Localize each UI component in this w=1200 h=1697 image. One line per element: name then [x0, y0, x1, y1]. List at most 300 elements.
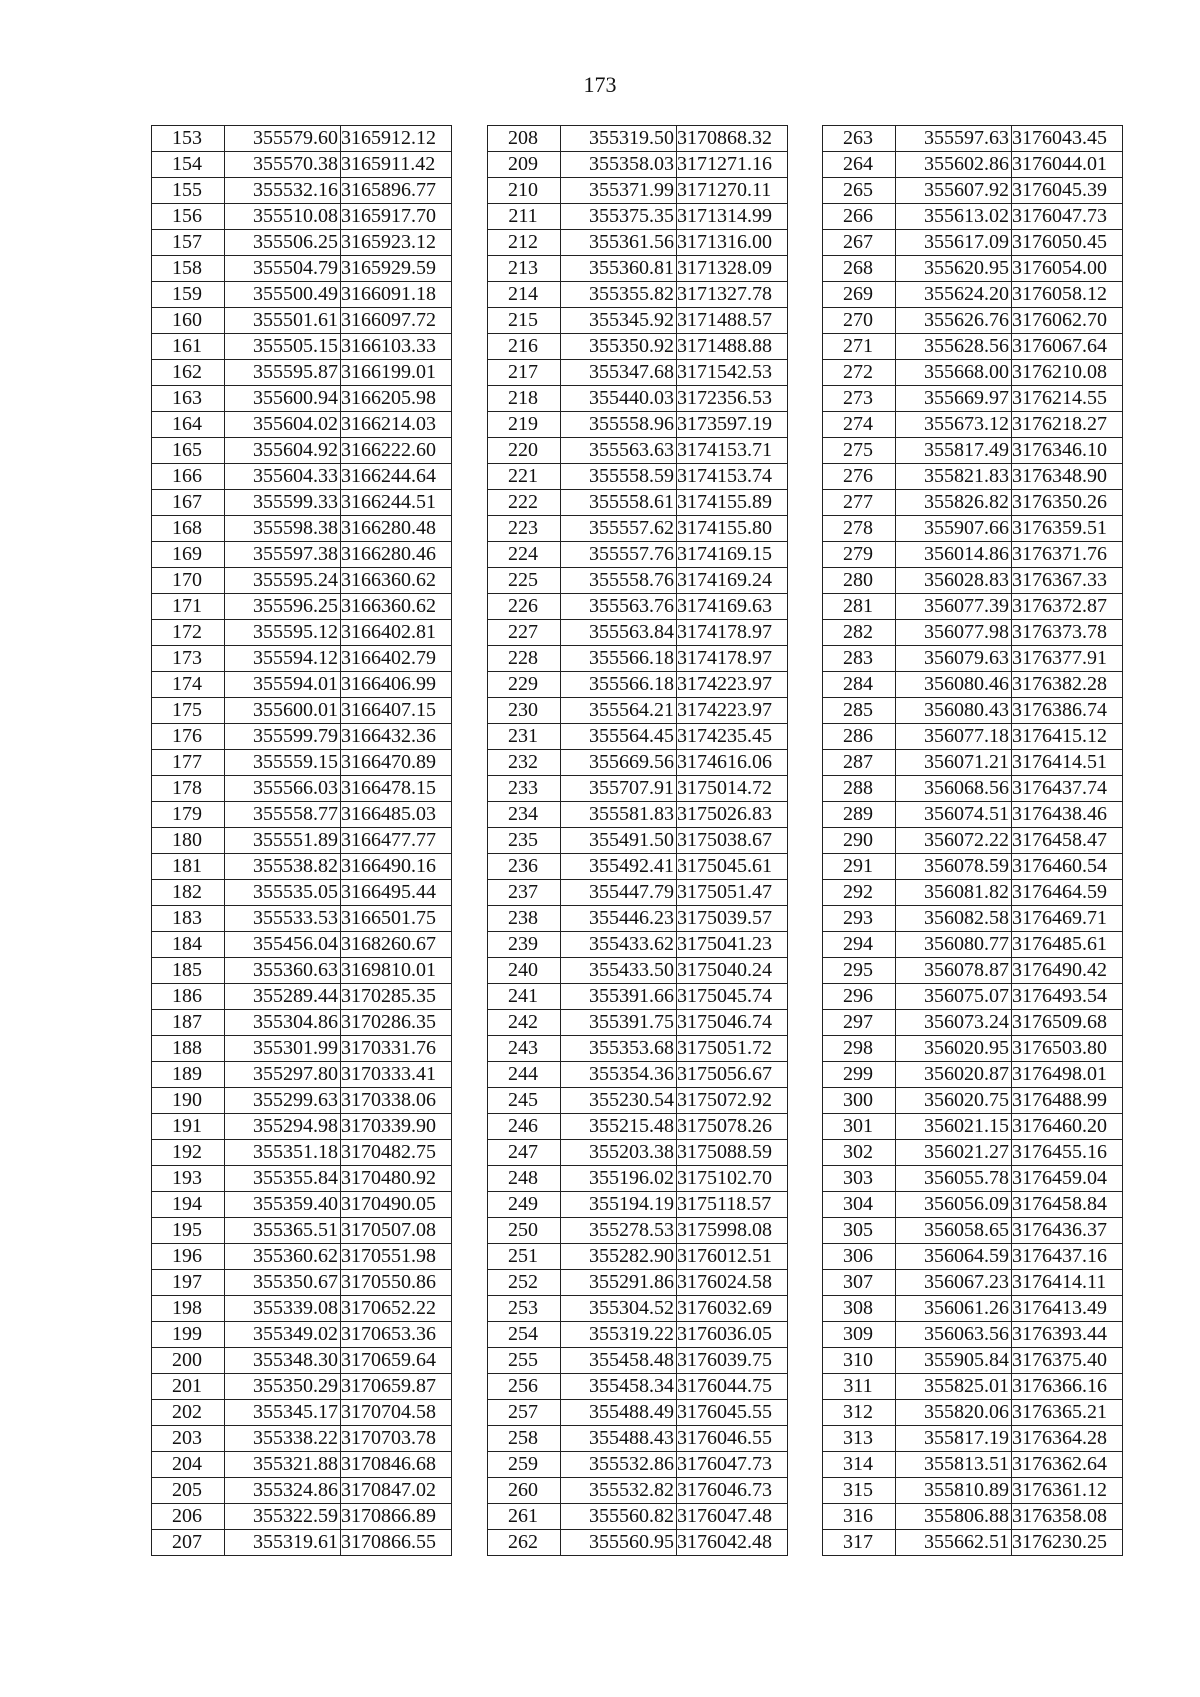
table-row [488, 646, 788, 672]
x-coordinate-cell: 355354.36 [561, 1062, 677, 1088]
y-coordinate-cell: 3175026.83 [677, 802, 788, 828]
y-coordinate-cell: 3170286.35 [341, 1010, 452, 1036]
y-coordinate-cell: 3176498.01 [1012, 1062, 1123, 1088]
y-coordinate-cell: 3174169.24 [677, 568, 788, 594]
point-number-cell: 296 [823, 984, 896, 1010]
x-coordinate-cell: 355673.12 [896, 412, 1012, 438]
x-coordinate-cell: 355669.97 [896, 386, 1012, 412]
table-row [152, 282, 452, 308]
table-row [152, 256, 452, 282]
x-coordinate-cell: 355558.76 [561, 568, 677, 594]
x-coordinate-cell: 355456.04 [225, 932, 341, 958]
y-coordinate-cell: 3166091.18 [341, 282, 452, 308]
y-coordinate-cell: 3176046.55 [677, 1426, 788, 1452]
x-coordinate-cell: 355510.08 [225, 204, 341, 230]
y-coordinate-cell: 3171327.78 [677, 282, 788, 308]
x-coordinate-cell: 356055.78 [896, 1166, 1012, 1192]
x-coordinate-cell: 355304.86 [225, 1010, 341, 1036]
x-coordinate-cell: 355626.76 [896, 308, 1012, 334]
x-coordinate-cell: 355806.88 [896, 1504, 1012, 1530]
table-row [823, 646, 1123, 672]
point-number-cell: 221 [488, 464, 561, 490]
x-coordinate-cell: 356071.21 [896, 750, 1012, 776]
table-row [823, 1478, 1123, 1504]
y-coordinate-cell: 3176490.42 [1012, 958, 1123, 984]
y-coordinate-cell: 3175102.70 [677, 1166, 788, 1192]
point-number-cell: 278 [823, 516, 896, 542]
y-coordinate-cell: 3176488.99 [1012, 1088, 1123, 1114]
point-number-cell: 309 [823, 1322, 896, 1348]
table-row [823, 178, 1123, 204]
table-row [152, 360, 452, 386]
y-coordinate-cell: 3174155.89 [677, 490, 788, 516]
table-row [152, 308, 452, 334]
x-coordinate-cell: 355433.62 [561, 932, 677, 958]
y-coordinate-cell: 3176043.45 [1012, 126, 1123, 152]
x-coordinate-cell: 355564.45 [561, 724, 677, 750]
point-number-cell: 153 [152, 126, 225, 152]
table-row [823, 594, 1123, 620]
point-number-cell: 270 [823, 308, 896, 334]
point-number-cell: 240 [488, 958, 561, 984]
y-coordinate-cell: 3170847.02 [341, 1478, 452, 1504]
point-number-cell: 154 [152, 152, 225, 178]
point-number-cell: 216 [488, 334, 561, 360]
point-number-cell: 163 [152, 386, 225, 412]
point-number-cell: 281 [823, 594, 896, 620]
table-row [823, 412, 1123, 438]
y-coordinate-cell: 3174235.45 [677, 724, 788, 750]
table-row [823, 438, 1123, 464]
x-coordinate-cell: 355433.50 [561, 958, 677, 984]
x-coordinate-cell: 356064.59 [896, 1244, 1012, 1270]
x-coordinate-cell: 355820.06 [896, 1400, 1012, 1426]
y-coordinate-cell: 3166406.99 [341, 672, 452, 698]
y-coordinate-cell: 3165896.77 [341, 178, 452, 204]
x-coordinate-cell: 355505.15 [225, 334, 341, 360]
point-number-cell: 179 [152, 802, 225, 828]
point-number-cell: 265 [823, 178, 896, 204]
table-row [152, 1114, 452, 1140]
y-coordinate-cell: 3166432.36 [341, 724, 452, 750]
x-coordinate-cell: 355324.86 [225, 1478, 341, 1504]
x-coordinate-cell: 355506.25 [225, 230, 341, 256]
y-coordinate-cell: 3176047.73 [1012, 204, 1123, 230]
point-number-cell: 162 [152, 360, 225, 386]
x-coordinate-cell: 356058.65 [896, 1218, 1012, 1244]
x-coordinate-cell: 355355.82 [561, 282, 677, 308]
table-row [488, 568, 788, 594]
y-coordinate-cell: 3176067.64 [1012, 334, 1123, 360]
x-coordinate-cell: 355662.51 [896, 1530, 1012, 1556]
x-coordinate-cell: 355566.03 [225, 776, 341, 802]
x-coordinate-cell: 355194.19 [561, 1192, 677, 1218]
table-row [488, 802, 788, 828]
y-coordinate-cell: 3175088.59 [677, 1140, 788, 1166]
table-row [488, 620, 788, 646]
point-number-cell: 166 [152, 464, 225, 490]
x-coordinate-cell: 355358.03 [561, 152, 677, 178]
y-coordinate-cell: 3176386.74 [1012, 698, 1123, 724]
point-number-cell: 316 [823, 1504, 896, 1530]
point-number-cell: 291 [823, 854, 896, 880]
point-number-cell: 195 [152, 1218, 225, 1244]
point-number-cell: 206 [152, 1504, 225, 1530]
table-row [152, 802, 452, 828]
table-row [152, 1400, 452, 1426]
y-coordinate-cell: 3176464.59 [1012, 880, 1123, 906]
table-row [488, 1192, 788, 1218]
x-coordinate-cell: 355579.60 [225, 126, 341, 152]
table-row [823, 1452, 1123, 1478]
table-row [488, 906, 788, 932]
table-row [152, 1166, 452, 1192]
x-coordinate-cell: 355551.89 [225, 828, 341, 854]
table-row [488, 308, 788, 334]
table-row [488, 1036, 788, 1062]
y-coordinate-cell: 3166280.46 [341, 542, 452, 568]
x-coordinate-cell: 356075.07 [896, 984, 1012, 1010]
x-coordinate-cell: 355557.62 [561, 516, 677, 542]
table-row [152, 1140, 452, 1166]
x-coordinate-cell: 356074.51 [896, 802, 1012, 828]
point-number-cell: 197 [152, 1270, 225, 1296]
y-coordinate-cell: 3166470.89 [341, 750, 452, 776]
point-number-cell: 244 [488, 1062, 561, 1088]
y-coordinate-cell: 3170653.36 [341, 1322, 452, 1348]
y-coordinate-cell: 3175072.92 [677, 1088, 788, 1114]
table-row [152, 906, 452, 932]
point-number-cell: 188 [152, 1036, 225, 1062]
point-number-cell: 262 [488, 1530, 561, 1556]
x-coordinate-cell: 355624.20 [896, 282, 1012, 308]
table-row [152, 1244, 452, 1270]
table-row [823, 672, 1123, 698]
point-number-cell: 254 [488, 1322, 561, 1348]
x-coordinate-cell: 355458.34 [561, 1374, 677, 1400]
y-coordinate-cell: 3175039.57 [677, 906, 788, 932]
table-row [823, 1140, 1123, 1166]
x-coordinate-cell: 355347.68 [561, 360, 677, 386]
point-number-cell: 233 [488, 776, 561, 802]
y-coordinate-cell: 3174153.74 [677, 464, 788, 490]
point-number-cell: 227 [488, 620, 561, 646]
table-row [823, 230, 1123, 256]
table-row [488, 672, 788, 698]
table-row [488, 1270, 788, 1296]
y-coordinate-cell: 3176346.10 [1012, 438, 1123, 464]
y-coordinate-cell: 3165929.59 [341, 256, 452, 282]
table-row [152, 516, 452, 542]
y-coordinate-cell: 3175051.47 [677, 880, 788, 906]
point-number-cell: 298 [823, 1036, 896, 1062]
point-number-cell: 182 [152, 880, 225, 906]
point-number-cell: 194 [152, 1192, 225, 1218]
point-number-cell: 268 [823, 256, 896, 282]
point-number-cell: 224 [488, 542, 561, 568]
point-number-cell: 250 [488, 1218, 561, 1244]
y-coordinate-cell: 3170490.05 [341, 1192, 452, 1218]
point-number-cell: 210 [488, 178, 561, 204]
table-row [488, 594, 788, 620]
table-row [823, 1400, 1123, 1426]
table-row [488, 1218, 788, 1244]
point-number-cell: 303 [823, 1166, 896, 1192]
x-coordinate-cell: 355350.92 [561, 334, 677, 360]
table-row [152, 828, 452, 854]
table-row [488, 1504, 788, 1530]
table-row [488, 464, 788, 490]
table-row [488, 230, 788, 256]
x-coordinate-cell: 355321.88 [225, 1452, 341, 1478]
point-number-cell: 183 [152, 906, 225, 932]
table-row [488, 1348, 788, 1374]
y-coordinate-cell: 3170846.68 [341, 1452, 452, 1478]
y-coordinate-cell: 3176036.05 [677, 1322, 788, 1348]
point-number-cell: 308 [823, 1296, 896, 1322]
table-row [823, 516, 1123, 542]
point-number-cell: 201 [152, 1374, 225, 1400]
table-row [823, 854, 1123, 880]
table-row [152, 1036, 452, 1062]
point-number-cell: 243 [488, 1036, 561, 1062]
table-row [152, 1504, 452, 1530]
table-row [823, 1296, 1123, 1322]
table-row [488, 1400, 788, 1426]
y-coordinate-cell: 3176361.12 [1012, 1478, 1123, 1504]
table-row [488, 1010, 788, 1036]
point-number-cell: 191 [152, 1114, 225, 1140]
table-row [152, 724, 452, 750]
table-row [823, 984, 1123, 1010]
point-number-cell: 186 [152, 984, 225, 1010]
point-number-cell: 198 [152, 1296, 225, 1322]
x-coordinate-cell: 355319.50 [561, 126, 677, 152]
table-row [823, 1010, 1123, 1036]
point-number-cell: 199 [152, 1322, 225, 1348]
y-coordinate-cell: 3176382.28 [1012, 672, 1123, 698]
point-number-cell: 202 [152, 1400, 225, 1426]
x-coordinate-cell: 355595.24 [225, 568, 341, 594]
y-coordinate-cell: 3176509.68 [1012, 1010, 1123, 1036]
point-number-cell: 247 [488, 1140, 561, 1166]
x-coordinate-cell: 355604.02 [225, 412, 341, 438]
table-row [823, 126, 1123, 152]
table-row [152, 1192, 452, 1218]
x-coordinate-cell: 356028.83 [896, 568, 1012, 594]
y-coordinate-cell: 3171488.88 [677, 334, 788, 360]
point-number-cell: 313 [823, 1426, 896, 1452]
table-row [823, 1088, 1123, 1114]
table-row [152, 464, 452, 490]
table-row [488, 1114, 788, 1140]
point-number-cell: 241 [488, 984, 561, 1010]
point-number-cell: 297 [823, 1010, 896, 1036]
point-number-cell: 158 [152, 256, 225, 282]
table-row [823, 776, 1123, 802]
table-row [488, 438, 788, 464]
y-coordinate-cell: 3176458.84 [1012, 1192, 1123, 1218]
table-row [152, 958, 452, 984]
table-row [823, 256, 1123, 282]
y-coordinate-cell: 3166407.15 [341, 698, 452, 724]
x-coordinate-cell: 355304.52 [561, 1296, 677, 1322]
x-coordinate-cell: 356077.18 [896, 724, 1012, 750]
point-number-cell: 279 [823, 542, 896, 568]
point-number-cell: 315 [823, 1478, 896, 1504]
table-row [823, 698, 1123, 724]
point-number-cell: 160 [152, 308, 225, 334]
y-coordinate-cell: 3166402.81 [341, 620, 452, 646]
point-number-cell: 300 [823, 1088, 896, 1114]
y-coordinate-cell: 3175038.67 [677, 828, 788, 854]
y-coordinate-cell: 3166214.03 [341, 412, 452, 438]
y-coordinate-cell: 3175078.26 [677, 1114, 788, 1140]
y-coordinate-cell: 3176358.08 [1012, 1504, 1123, 1530]
point-number-cell: 167 [152, 490, 225, 516]
y-coordinate-cell: 3170866.89 [341, 1504, 452, 1530]
table-row [152, 412, 452, 438]
y-coordinate-cell: 3176455.16 [1012, 1140, 1123, 1166]
point-number-cell: 172 [152, 620, 225, 646]
x-coordinate-cell: 355668.00 [896, 360, 1012, 386]
x-coordinate-cell: 355278.53 [561, 1218, 677, 1244]
x-coordinate-cell: 355532.82 [561, 1478, 677, 1504]
x-coordinate-cell: 355488.43 [561, 1426, 677, 1452]
y-coordinate-cell: 3170339.90 [341, 1114, 452, 1140]
x-coordinate-cell: 355604.92 [225, 438, 341, 464]
point-number-cell: 255 [488, 1348, 561, 1374]
x-coordinate-cell: 355350.67 [225, 1270, 341, 1296]
y-coordinate-cell: 3166244.51 [341, 490, 452, 516]
x-coordinate-cell: 355289.44 [225, 984, 341, 1010]
point-number-cell: 294 [823, 932, 896, 958]
y-coordinate-cell: 3176218.27 [1012, 412, 1123, 438]
point-number-cell: 231 [488, 724, 561, 750]
table-row [823, 204, 1123, 230]
x-coordinate-cell: 355345.17 [225, 1400, 341, 1426]
table-row [152, 1530, 452, 1556]
point-number-cell: 251 [488, 1244, 561, 1270]
point-number-cell: 299 [823, 1062, 896, 1088]
table-row [152, 126, 452, 152]
point-number-cell: 178 [152, 776, 225, 802]
point-number-cell: 271 [823, 334, 896, 360]
x-coordinate-cell: 355375.35 [561, 204, 677, 230]
table-row [823, 1504, 1123, 1530]
y-coordinate-cell: 3175118.57 [677, 1192, 788, 1218]
table-row [823, 464, 1123, 490]
x-coordinate-cell: 356078.59 [896, 854, 1012, 880]
point-number-cell: 234 [488, 802, 561, 828]
y-coordinate-cell: 3171271.16 [677, 152, 788, 178]
x-coordinate-cell: 355196.02 [561, 1166, 677, 1192]
y-coordinate-cell: 3176437.16 [1012, 1244, 1123, 1270]
y-coordinate-cell: 3170338.06 [341, 1088, 452, 1114]
x-coordinate-cell: 355365.51 [225, 1218, 341, 1244]
y-coordinate-cell: 3168260.67 [341, 932, 452, 958]
table-row [823, 152, 1123, 178]
x-coordinate-cell: 355817.19 [896, 1426, 1012, 1452]
point-number-cell: 213 [488, 256, 561, 282]
x-coordinate-cell: 356020.95 [896, 1036, 1012, 1062]
point-number-cell: 189 [152, 1062, 225, 1088]
point-number-cell: 225 [488, 568, 561, 594]
table-row [152, 1296, 452, 1322]
x-coordinate-cell: 355707.91 [561, 776, 677, 802]
point-number-cell: 258 [488, 1426, 561, 1452]
y-coordinate-cell: 3176460.20 [1012, 1114, 1123, 1140]
y-coordinate-cell: 3175014.72 [677, 776, 788, 802]
x-coordinate-cell: 356068.56 [896, 776, 1012, 802]
x-coordinate-cell: 355607.92 [896, 178, 1012, 204]
y-coordinate-cell: 3171270.11 [677, 178, 788, 204]
table-row [488, 698, 788, 724]
x-coordinate-cell: 355620.95 [896, 256, 1012, 282]
x-coordinate-cell: 355538.82 [225, 854, 341, 880]
point-number-cell: 156 [152, 204, 225, 230]
x-coordinate-cell: 355594.01 [225, 672, 341, 698]
x-coordinate-cell: 355595.12 [225, 620, 341, 646]
y-coordinate-cell: 3176032.69 [677, 1296, 788, 1322]
y-coordinate-cell: 3166360.62 [341, 594, 452, 620]
x-coordinate-cell: 355391.66 [561, 984, 677, 1010]
y-coordinate-cell: 3165912.12 [341, 126, 452, 152]
table-row [488, 152, 788, 178]
x-coordinate-cell: 355810.89 [896, 1478, 1012, 1504]
y-coordinate-cell: 3176469.71 [1012, 906, 1123, 932]
y-coordinate-cell: 3176415.12 [1012, 724, 1123, 750]
table-row [152, 1270, 452, 1296]
point-number-cell: 238 [488, 906, 561, 932]
table-row [823, 880, 1123, 906]
x-coordinate-cell: 355533.53 [225, 906, 341, 932]
point-number-cell: 245 [488, 1088, 561, 1114]
x-coordinate-cell: 355349.02 [225, 1322, 341, 1348]
table-row [152, 1452, 452, 1478]
point-number-cell: 174 [152, 672, 225, 698]
table-row [152, 672, 452, 698]
table-row [823, 958, 1123, 984]
x-coordinate-cell: 356077.98 [896, 620, 1012, 646]
x-coordinate-cell: 355504.79 [225, 256, 341, 282]
point-number-cell: 192 [152, 1140, 225, 1166]
x-coordinate-cell: 355532.16 [225, 178, 341, 204]
point-number-cell: 283 [823, 646, 896, 672]
point-number-cell: 246 [488, 1114, 561, 1140]
point-number-cell: 228 [488, 646, 561, 672]
y-coordinate-cell: 3176366.16 [1012, 1374, 1123, 1400]
table-row [823, 906, 1123, 932]
y-coordinate-cell: 3176414.51 [1012, 750, 1123, 776]
point-number-cell: 253 [488, 1296, 561, 1322]
point-number-cell: 161 [152, 334, 225, 360]
table-row [488, 256, 788, 282]
x-coordinate-cell: 356020.87 [896, 1062, 1012, 1088]
table-row [152, 542, 452, 568]
table-row [152, 1010, 452, 1036]
x-coordinate-cell: 355203.38 [561, 1140, 677, 1166]
y-coordinate-cell: 3170550.86 [341, 1270, 452, 1296]
point-number-cell: 302 [823, 1140, 896, 1166]
x-coordinate-cell: 355597.63 [896, 126, 1012, 152]
table-row [823, 750, 1123, 776]
y-coordinate-cell: 3172356.53 [677, 386, 788, 412]
y-coordinate-cell: 3166402.79 [341, 646, 452, 672]
table-row [823, 1348, 1123, 1374]
y-coordinate-cell: 3170704.58 [341, 1400, 452, 1426]
point-number-cell: 170 [152, 568, 225, 594]
